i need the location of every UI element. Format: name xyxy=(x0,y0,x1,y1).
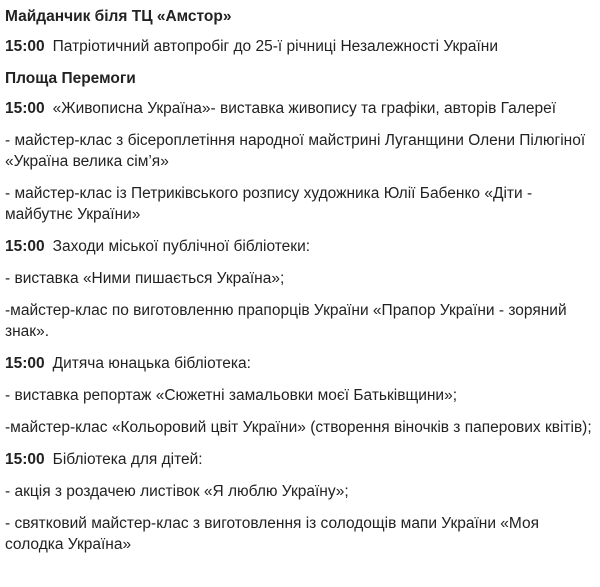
event-time: 15:00 xyxy=(5,38,45,55)
event-subitem: - виставка репортаж «Сюжетні замальовки моєї Батьківщини»; xyxy=(5,387,458,404)
event-description: Дитяча юнацька бібліотека: xyxy=(52,355,251,372)
event-entry xyxy=(5,236,592,257)
event-entry xyxy=(5,36,592,57)
event-time: 15:00 xyxy=(5,100,45,117)
event-subitem: - виставка «Ними пишається Україна»; xyxy=(5,270,285,287)
event-entry xyxy=(5,449,592,470)
event-time: 15:00 xyxy=(5,355,45,372)
event-subitem: -майстер-клас по виготовленню прапорців України «Прапор України - зоряний знак». xyxy=(5,302,567,340)
event-subitem: - святковий майстер-клас з виготовлення із солодощів мапи України «Моя солодка Україна» xyxy=(5,515,540,553)
event-description: «Живописна Україна»- виставка живопису та графіки, авторів Галереї xyxy=(52,100,557,117)
event-subitem: - акція з роздачею листівок «Я люблю Україну»; xyxy=(5,483,349,500)
event-description: Бібліотека для дітей: xyxy=(52,451,203,468)
event-subitem: - майстер-клас із Петриківського розпису художника Юлії Бабенко «Діти - майбутнє України» xyxy=(5,185,533,223)
section-heading: Майданчик біля ТЦ «Амстор» xyxy=(5,8,232,25)
event-entry xyxy=(5,98,592,119)
event-description: Заходи міської публічної бібліотеки: xyxy=(52,238,311,255)
event-time: 15:00 xyxy=(5,238,45,255)
event-entry xyxy=(5,353,592,374)
event-subitem: - майстер-клас з бісероплетіння народної майстрині Луганщини Олени Пілюгіної «Україна велика сім’я» xyxy=(5,132,586,170)
event-subitem: -майстер-клас «Кольоровий цвіт України» (створення віночків з паперових квітів); xyxy=(5,419,592,436)
event-time: 15:00 xyxy=(5,451,45,468)
section-heading: Площа Перемоги xyxy=(5,70,136,87)
event-description: Патріотичний автопробіг до 25-ї річниці Незалежності України xyxy=(52,38,499,55)
